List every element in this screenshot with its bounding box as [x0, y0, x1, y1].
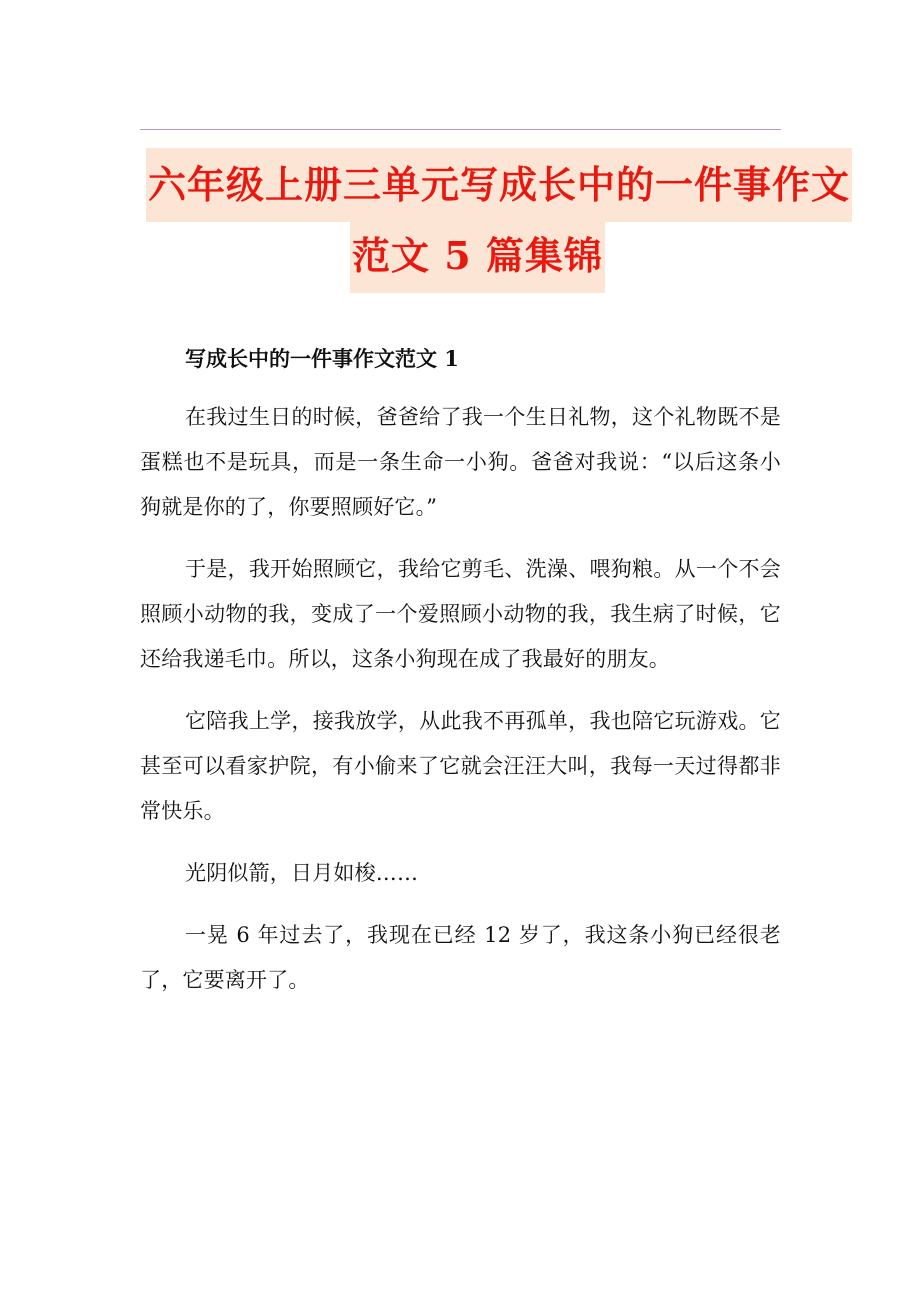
header-divider — [140, 129, 781, 130]
paragraph-1: 在我过生日的时候，爸爸给了我一个生日礼物，这个礼物既不是蛋糕也不是玩具，而是一条生命一小狗。爸爸对我说：“以后这条小狗就是你的了，你要照顾好它。” — [140, 405, 781, 519]
paragraph-2: 于是，我开始照顾它，我给它剪毛、洗澡、喂狗粮。从一个不会照顾小动物的我，变成了一个爱照顾小动物的我，我生病了时候，它还给我递毛巾。所以，这条小狗现在成了我最好的朋友。 — [140, 557, 781, 671]
paragraph-4: 光阴似箭，日月如梭…… — [185, 861, 419, 885]
section-heading: 写成长中的一件事作文范文 1 — [185, 346, 459, 371]
paragraph-3: 它陪我上学，接我放学，从此我不再孤单，我也陪它玩游戏。它甚至可以看家护院，有小偷来了它就会汪汪大叫，我每一天过得都非常快乐。 — [140, 709, 781, 823]
document-body — [140, 336, 781, 1020]
title-line-2: 范文 5 篇集锦 — [350, 219, 605, 293]
paragraph-5: 一晃 6 年过去了，我现在已经 12 岁了，我这条小狗已经很老了，它要离开了。 — [140, 923, 781, 992]
title-line-1: 六年级上册三单元写成长中的一件事作文 — [146, 148, 852, 222]
